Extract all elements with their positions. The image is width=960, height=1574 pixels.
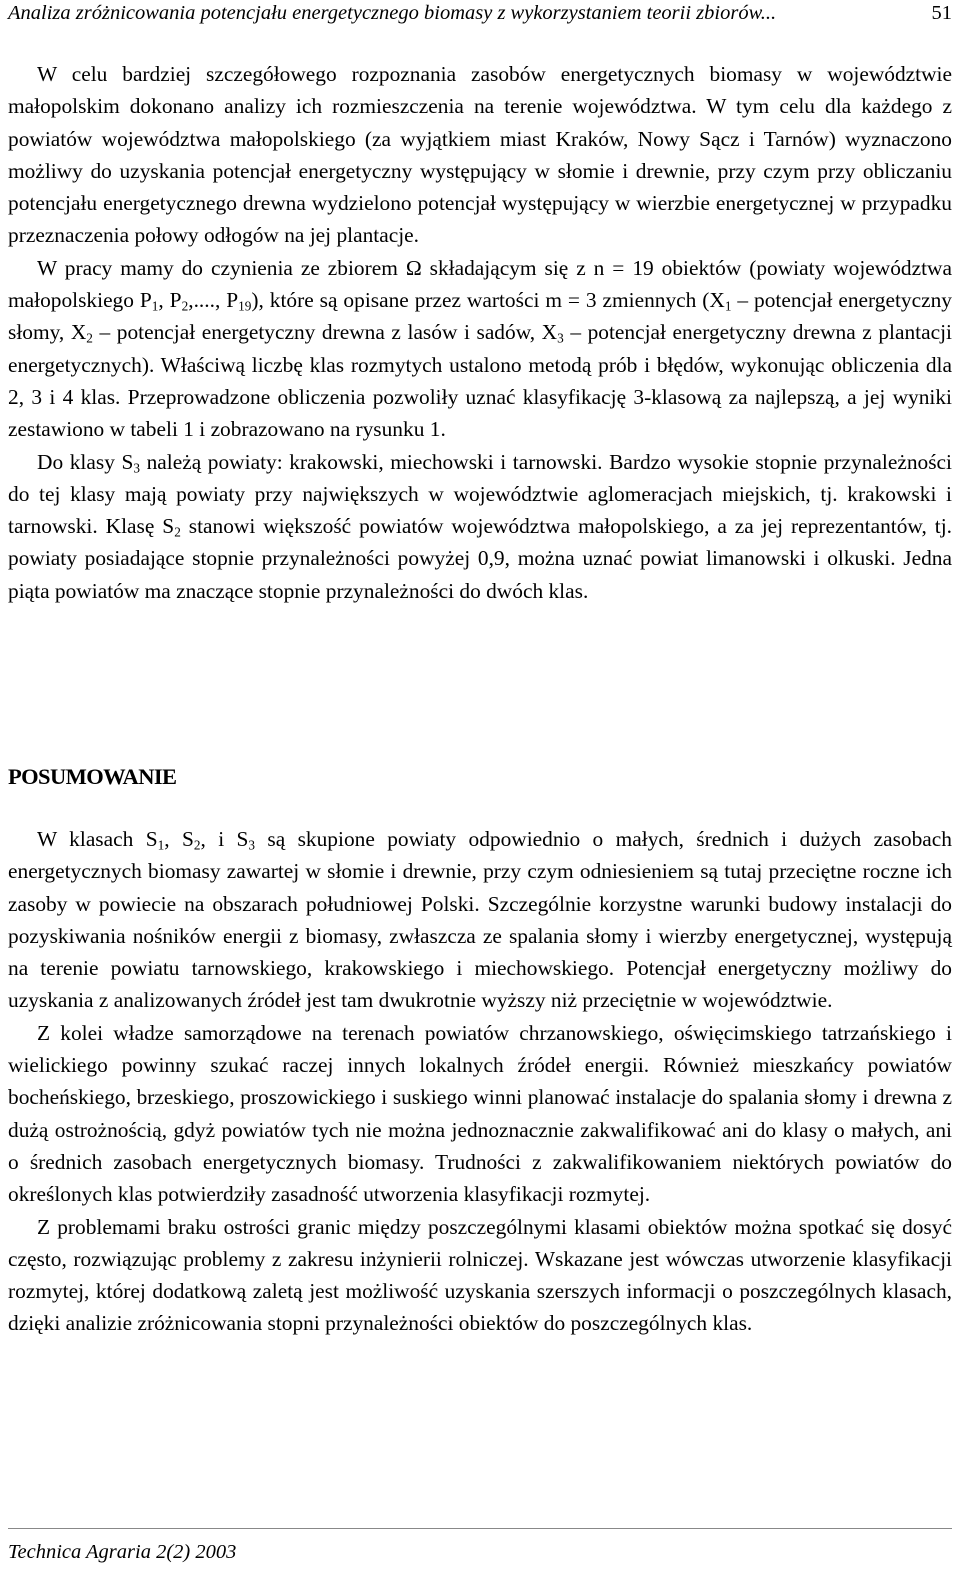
page-number: 51	[931, 2, 952, 24]
paragraph-dataset-description: W pracy mamy do czynienia ze zbiorem Ω składającym się z n = 19 obiektów (powiaty województwa małopolskiego $P_1$, $P_2$,...., $P_{19}$), które są opisane przez wartości m = 3 zmiennych ($X_1$ – potencjał energetyczny słomy, $X_2$ – potencjał energetyczny drewna z lasów i sadów, $X_3$ – potencjał energetyczny drewna z plantacji energetycznych). Właściwą liczbę klas rozmytych ustalono metodą prób i błędów, wykonując obliczenia dla 2, 3 i 4 klas. Przeprowadzone obliczenia pozwoliły uznać klasyfikację 3-klasową za najlepszą, a jej wyniki zestawiono w tabeli 1 i zobrazowano na rysunku 1.	[8, 255, 952, 442]
paragraph-summary-classes: W klasach $S_1$, $S_2$, i $S_3$ są skupione powiaty odpowiednio o małych, średnich i dużych zasobach energetycznych biomasy zawartej w słomie i drewnie, przy czym odniesieniem są tutaj przeciętne roczne ich zasoby w powiecie na obszarach południowej Polski. Szczególnie korzystne warunki budowy instalacji do pozyskiwania nośników energii z biomasy, zwłaszcza ze spalania słomy i wierzby energetycznej, występują na terenie powiatu tarnowskiego, krakowskiego i miechowskiego. Potencjał energetyczny możliwy do uzyskania z analizowanych źródeł jest tam dwukrotnie wyższy niż przeciętnie w województwie.	[8, 827, 952, 1013]
paragraph-fuzzy-classification: Z problemami braku ostrości granic między poszczególnymi klasami obiektów można spotkać się dosyć często, rozwiązując problemy z zakresu inżynierii rolniczej. Wskazane jest wówczas utworzenie klasyfikacji rozmytej, której dodatkową zaletą jest możliwość uzyskania szerszych informacji o poszczególnych klasach, dzięki analizie zróżnicowania stopni przynależności obiektów do poszczególnych klas.	[8, 1214, 952, 1336]
paragraph-local-authorities: Z kolei władze samorządowe na terenach powiatów chrzanowskiego, oświęcimskiego tatrzańskiego i wielickiego powinny szukać raczej innych lokalnych źródeł energii. Również mieszkańcy powiatów bocheńskiego, brzeskiego, proszowickiego i suskiego winni planować instalacje do spalania słomy i drewna z dużą ostrożnością, gdyż powiatów tych nie można jednoznacznie zakwalifikować ani do klasy o małych, ani o średnich zasobach energetycznych biomasy. Trudności z zakwalifikowaniem niektórych powiatów do określonych klas potwierdziły zasadność utworzenia klasyfikacji rozmytej.	[8, 1020, 952, 1207]
section-heading: POSUMOWANIE	[8, 764, 177, 789]
body-text-summary	[8, 823, 952, 1340]
running-header-title: Analiza zróżnicowania potencjału energetycznego biomasy z wykorzystaniem teorii zbiorów...	[8, 2, 777, 24]
running-header	[8, 0, 952, 28]
footer-journal: Technica Agraria 2(2) 2003	[8, 1541, 237, 1563]
footer-divider	[8, 1528, 952, 1529]
body-text-top	[8, 58, 952, 607]
paragraph-biomass-distribution: W celu bardziej szczegółowego rozpoznania zasobów energetycznych biomasy w województwie małopolskim dokonano analizy ich rozmieszczenia na terenie województwa. W tym celu dla każdego z powiatów województwa małopolskiego (za wyjątkiem miast Kraków, Nowy Sącz i Tarnów) wyznaczono możliwy do uzyskania potencjał energetyczny występujący w słomie i drewnie, przy czym przy obliczaniu potencjału energetycznego drewna wydzielono potencjał występujący w wierzbie energetycznej w przypadku przeznaczenia połowy odłogów na jej plantacje.	[8, 62, 952, 248]
paragraph-class-membership: Do klasy $S_3$ należą powiaty: krakowski, miechowski i tarnowski. Bardzo wysokie stopnie przynależności do tej klasy mają powiaty przy największych w województwie aglomeracjach miejskich, tj. krakowski i tarnowski. Klasę $S_2$ stanowi większość powiatów województwa małopolskiego, a za jej reprezentantów, tj. powiaty posiadające stopnie przynależności powyżej 0,9, można uznać powiat limanowski i olkuski. Jedna piąta powiatów ma znaczące stopnie przynależności do dwóch klas.	[8, 449, 952, 603]
